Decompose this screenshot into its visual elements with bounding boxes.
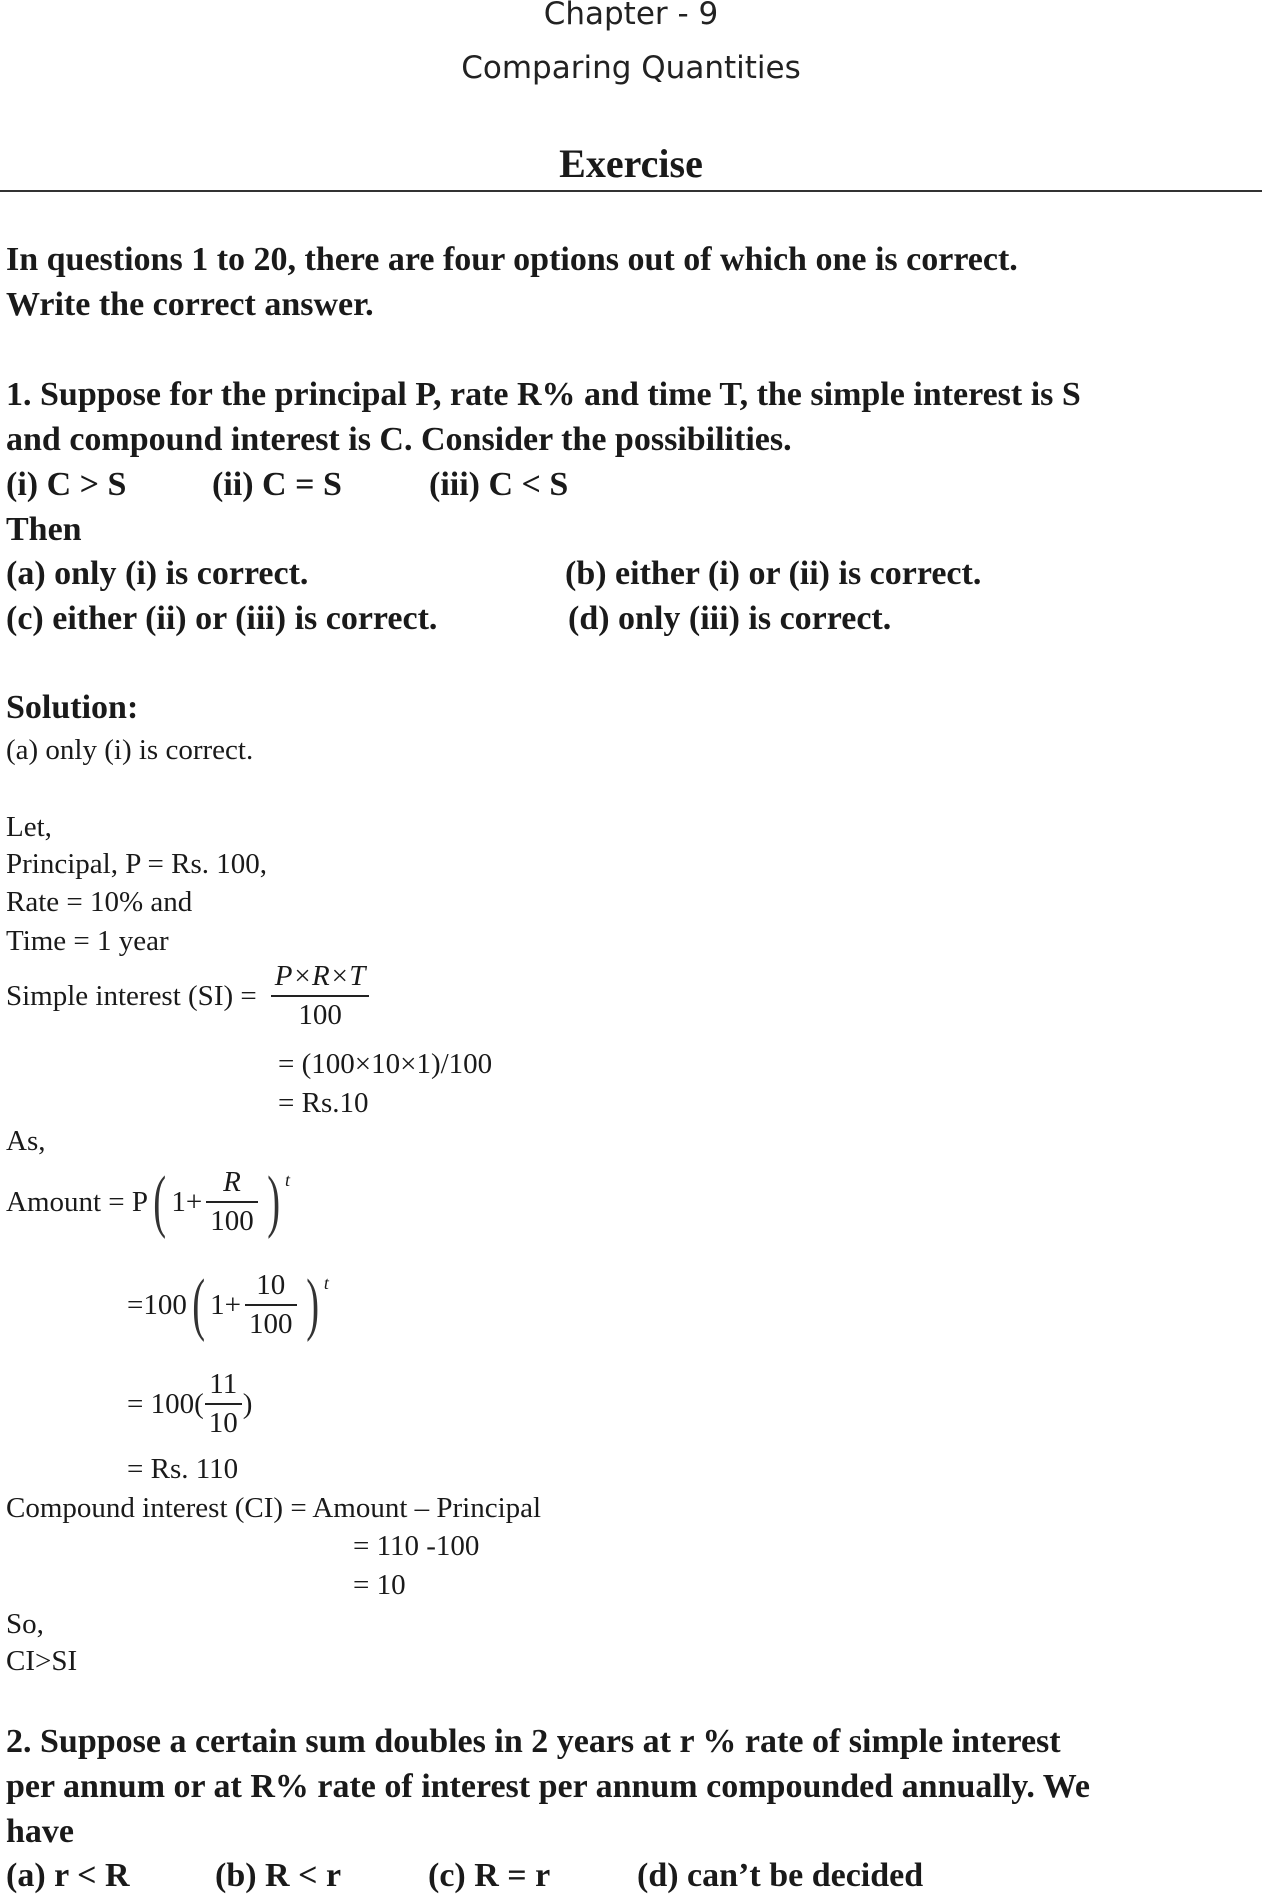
amount-step-4: = Rs. 110 <box>127 1453 239 1485</box>
ci-formula: Compound interest (CI) = Amount – Principal <box>6 1492 542 1524</box>
section-heading: Exercise <box>559 141 703 186</box>
q2-option-b: (b) R < r <box>215 1857 342 1894</box>
q1-text-line-1: 1. Suppose for the principal P, rate R% and time T, the simple interest is S <box>6 376 1081 413</box>
instructions-line-1: In questions 1 to 20, there are four options out of which one is correct. <box>6 241 1018 278</box>
q1-possibility-1: (i) C > S <box>6 466 127 503</box>
si-step-2: = Rs.10 <box>278 1087 369 1119</box>
amount-step-2 <box>127 1266 329 1343</box>
si-step-1: = (100×10×1)/100 <box>278 1048 493 1080</box>
solution-conclusion: CI>SI <box>6 1645 78 1677</box>
amount-formula <box>6 1163 291 1240</box>
exponent: t <box>323 1273 329 1293</box>
step2-fraction <box>245 1269 297 1341</box>
q2-text-line-3: have <box>6 1813 74 1850</box>
q1-text-line-2: and compound interest is C. Consider the possibilities. <box>6 421 792 458</box>
one-plus: 1+ <box>171 1185 203 1218</box>
si-numerator: P×R×T <box>274 960 366 992</box>
q2-option-c: (c) R = r <box>428 1857 551 1894</box>
si-formula <box>6 960 373 1032</box>
solution-let: Let, <box>6 811 52 843</box>
left-paren: ( <box>153 1163 167 1240</box>
step3-denominator: 10 <box>205 1403 242 1440</box>
ci-step-2: = 10 <box>353 1569 406 1601</box>
chapter-title: Comparing Quantities <box>461 50 801 86</box>
step3-fraction <box>205 1368 242 1440</box>
amount-label: Amount = P <box>6 1185 149 1218</box>
si-label: Simple interest (SI) = <box>6 979 257 1012</box>
solution-heading: Solution: <box>6 689 139 726</box>
step3-prefix: = 100( <box>127 1387 204 1420</box>
q1-then: Then <box>6 511 82 548</box>
solution-rate: Rate = 10% and <box>6 886 193 918</box>
amount-step-3 <box>127 1368 252 1440</box>
step2-prefix: =100 <box>127 1288 187 1321</box>
si-fraction <box>271 960 370 1032</box>
q2-option-d: (d) can’t be decided <box>637 1857 924 1894</box>
q1-possibility-2: (ii) C = S <box>212 466 342 503</box>
q1-option-c: (c) either (ii) or (iii) is correct. <box>6 600 438 637</box>
chapter-number: Chapter - 9 <box>543 0 719 32</box>
si-denominator: 100 <box>271 995 370 1032</box>
solution-answer: (a) only (i) is correct. <box>6 734 254 766</box>
left-paren: ( <box>192 1266 205 1343</box>
q1-possibility-3: (iii) C < S <box>429 466 569 503</box>
amount-numerator: R <box>223 1166 241 1198</box>
solution-so: So, <box>6 1608 44 1640</box>
q2-option-a: (a) r < R <box>6 1857 130 1894</box>
q1-option-b: (b) either (i) or (ii) is correct. <box>565 555 982 592</box>
amount-fraction <box>206 1166 258 1238</box>
ci-step-1: = 110 -100 <box>353 1530 480 1562</box>
q1-option-d: (d) only (iii) is correct. <box>568 600 892 637</box>
step3-numerator: 11 <box>209 1368 238 1400</box>
step2-numerator: 10 <box>256 1269 286 1301</box>
solution-principal: Principal, P = Rs. 100, <box>6 848 267 880</box>
divider <box>0 190 1262 192</box>
right-paren: ) <box>305 1266 319 1343</box>
q2-text-line-1: 2. Suppose a certain sum doubles in 2 years at r % rate of simple interest <box>6 1723 1061 1760</box>
instructions-line-2: Write the correct answer. <box>6 286 374 323</box>
step3-suffix: ) <box>242 1387 253 1420</box>
q1-option-a: (a) only (i) is correct. <box>6 555 309 592</box>
amount-denominator: 100 <box>206 1201 258 1238</box>
step2-denominator: 100 <box>245 1304 297 1341</box>
solution-time: Time = 1 year <box>6 925 169 957</box>
exponent: t <box>285 1170 291 1190</box>
solution-as: As, <box>6 1125 46 1157</box>
one-plus: 1+ <box>210 1288 242 1321</box>
q2-text-line-2: per annum or at R% rate of interest per annum compounded annually. We <box>6 1768 1091 1805</box>
right-paren: ) <box>266 1163 280 1240</box>
